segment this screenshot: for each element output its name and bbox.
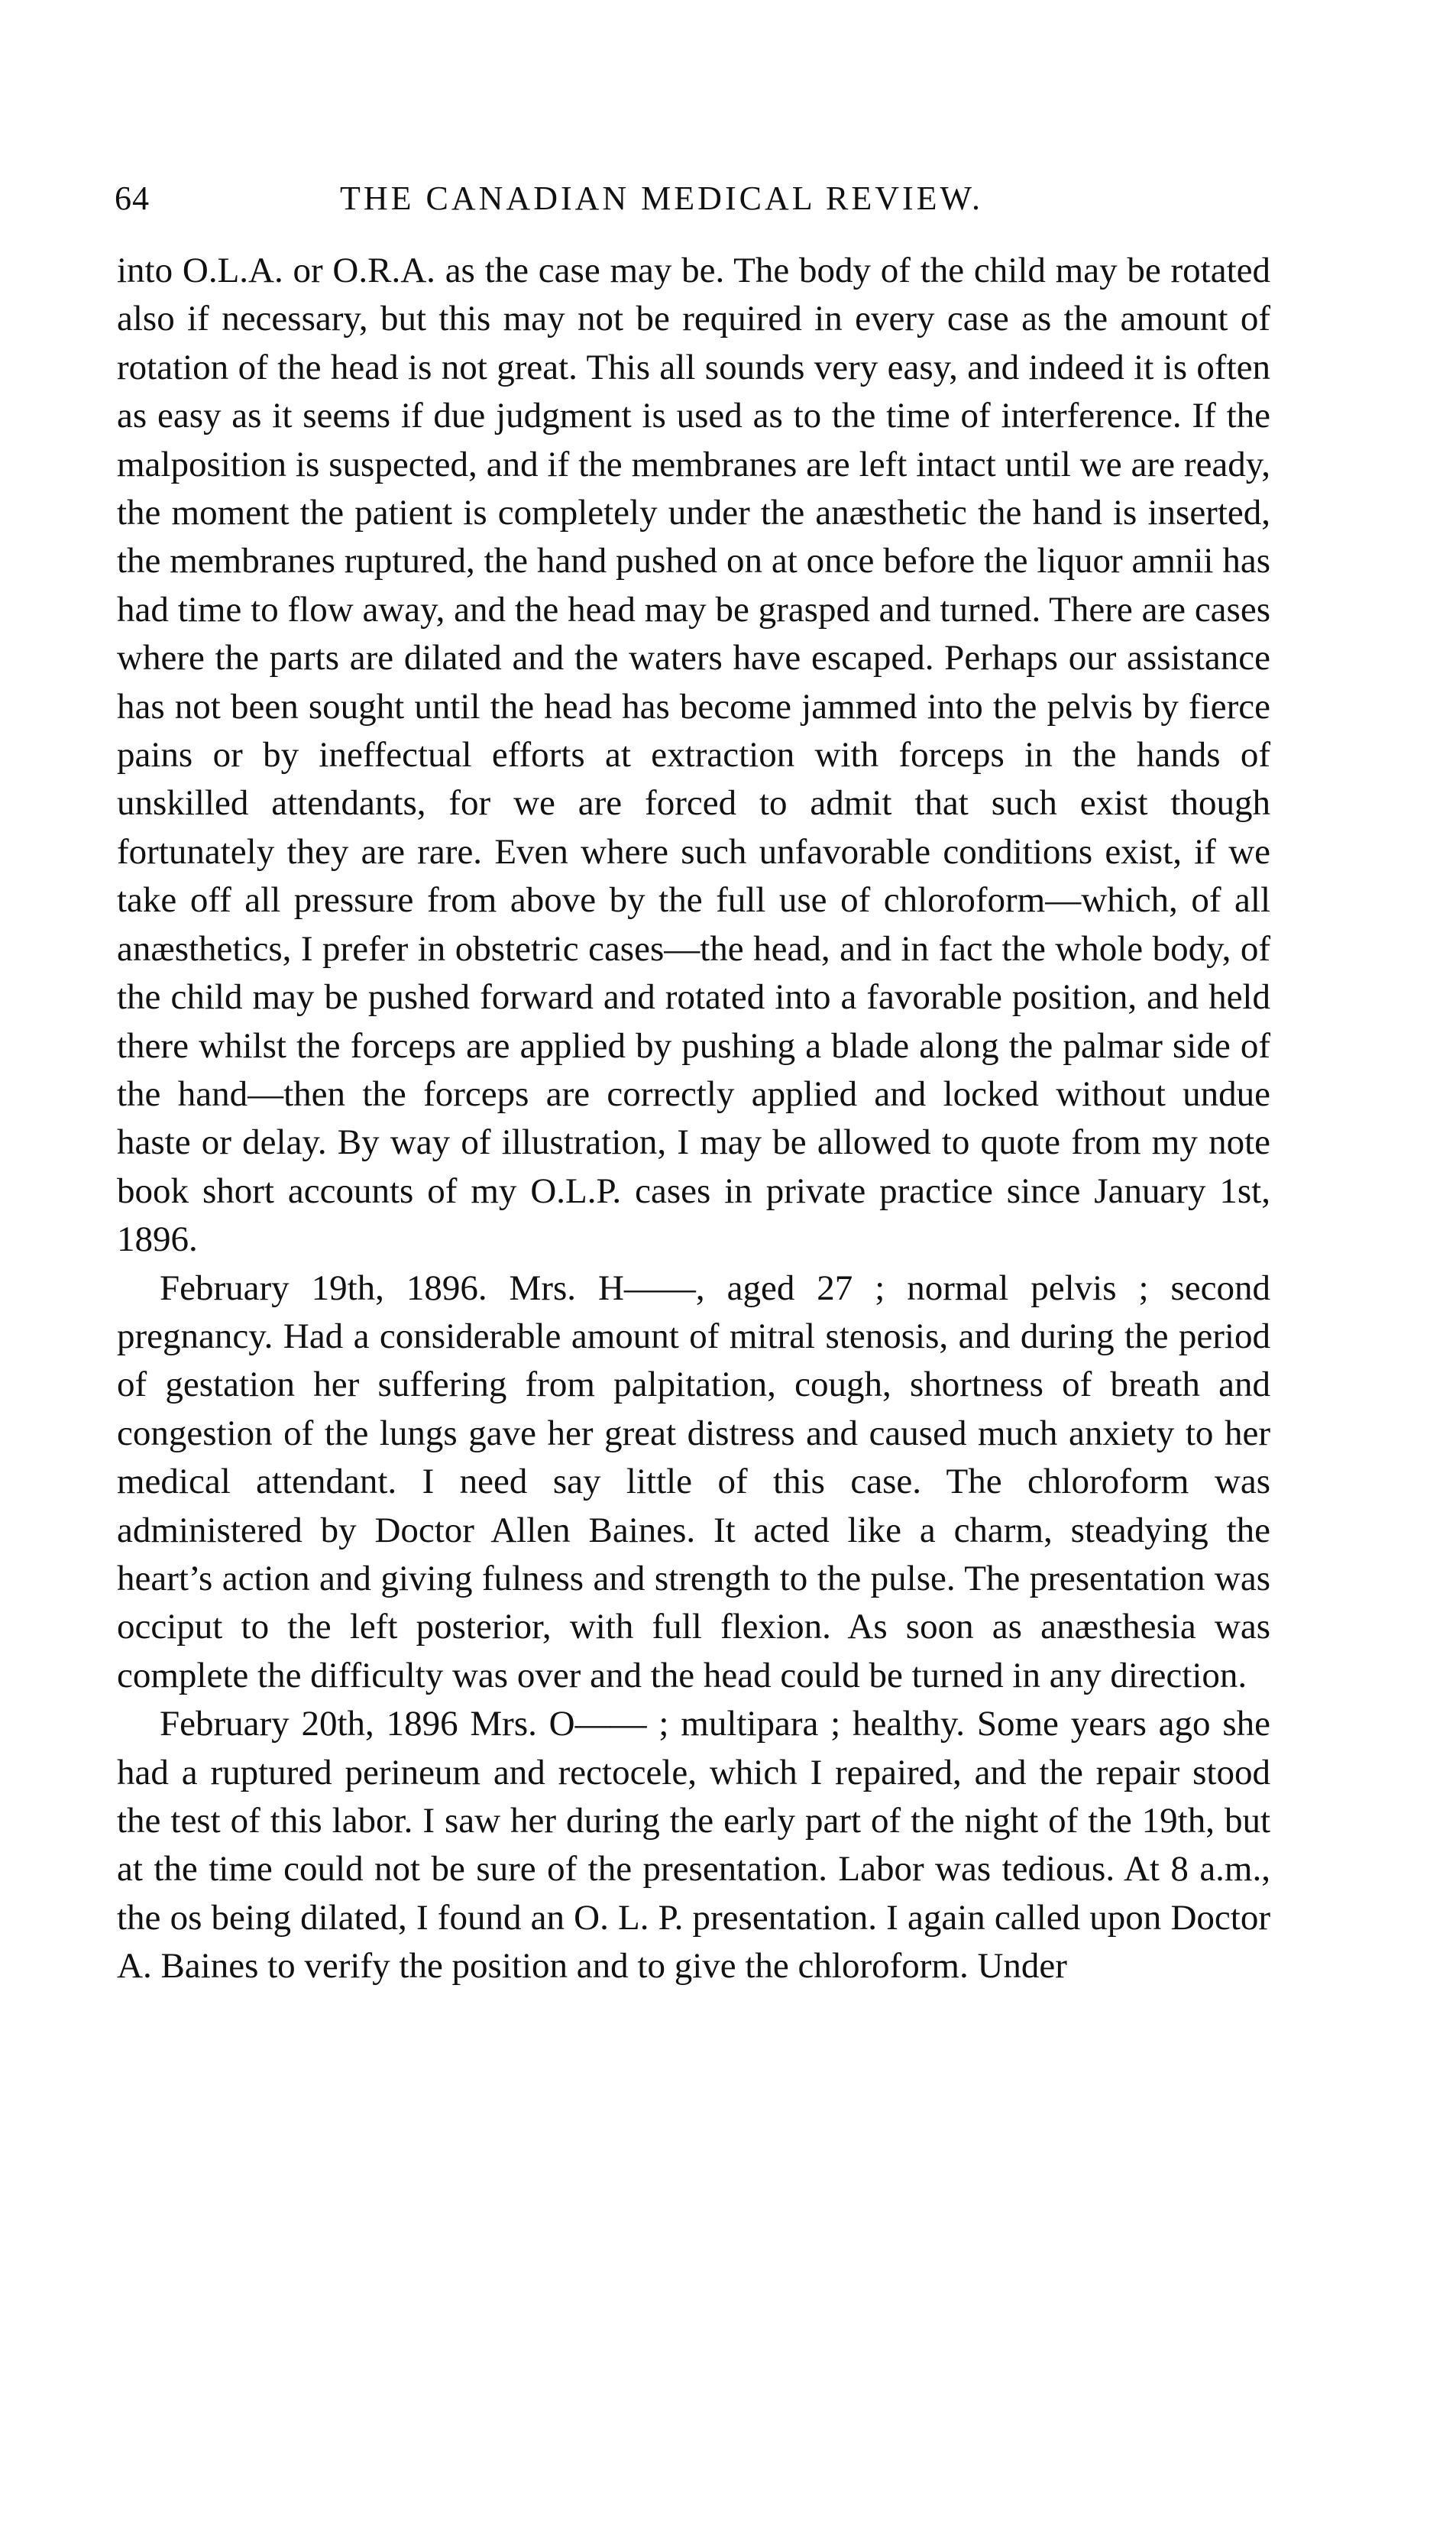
running-head xyxy=(115,174,1268,223)
paragraph-case-february-20: February 20th, 1896 Mrs. O—— ; multipara ; healthy. Some years ago she had a ruptured perineum and rectocele, which I repaired, and the repair stood the test of this labor. I saw her during the early part of the night of the 19th, but at the time could not be sure of the presentation. Labor was tedious. At 8 a.m., the os being dilated, I found an O. L. P. presentation. I again called upon Doctor A. Baines to verify the position and to give the chloroform. Under xyxy=(117,1704,1270,1987)
paragraph-case-february-19: February 19th, 1896. Mrs. H——, aged 27 ; normal pelvis ; second pregnancy. Had a considerable amount of mitral stenosis, and during the period of gestation her suffering from palpitation, cough, shortness of breath and congestion of the lungs gave her great distress and caused much anxiety to her medical attendant. I need say little of this case. The chloroform was administered by Doctor Allen Baines. It acted like a charm, steadying the heart’s action and giving fulness and strength to the pulse. The presentation was occiput to the left posterior, with full flexion. As soon as anæsthesia was complete the difficulty was over and the head could be turned in any direction. xyxy=(117,1268,1270,1695)
journal-title: THE CANADIAN MEDICAL REVIEW. xyxy=(340,180,983,217)
paragraph-continued: into O.L.A. or O.R.A. as the case may be. The body of the child may be rotated also if necessary, but this may not be required in every case as the amount of rotation of the head is not great. This all sounds very easy, and indeed it is often as easy as it seems if due judgment is used as to the time of interference. If the malposition is suspected, and if the membranes are left intact until we are ready, the moment the patient is completely under the anæsthetic the hand is inserted, the membranes ruptured, the hand pushed on at once before the liquor amnii has had time to flow away, and the head may be grasped and turned. There are cases where the parts are dilated and the waters have escaped. Perhaps our assistance has not been sought until the head has become jammed into the pelvis by fierce pains or by ineffectual efforts at extraction with forceps in the hands of unskilled attendants, for we are forced to admit that such exist though fortunately they are rare. Even where such unfavorable conditions exist, if we take off all pressure from above by the full use of chloroform—which, of all anæsthetics, I prefer in obstetric cases—the head, and in fact the whole body, of the child may be pushed forward and rotated into a favorable position, and held there whilst the forceps are applied by pushing a blade along the palmar side of the hand—then the forceps are correctly applied and locked without undue haste or delay. By way of illustration, I may be allowed to quote from my note book short accounts of my O.L.P. cases in private practice since January 1st, 1896. xyxy=(117,251,1270,1260)
article-text xyxy=(117,247,1270,1991)
page-number: 64 xyxy=(115,180,150,217)
